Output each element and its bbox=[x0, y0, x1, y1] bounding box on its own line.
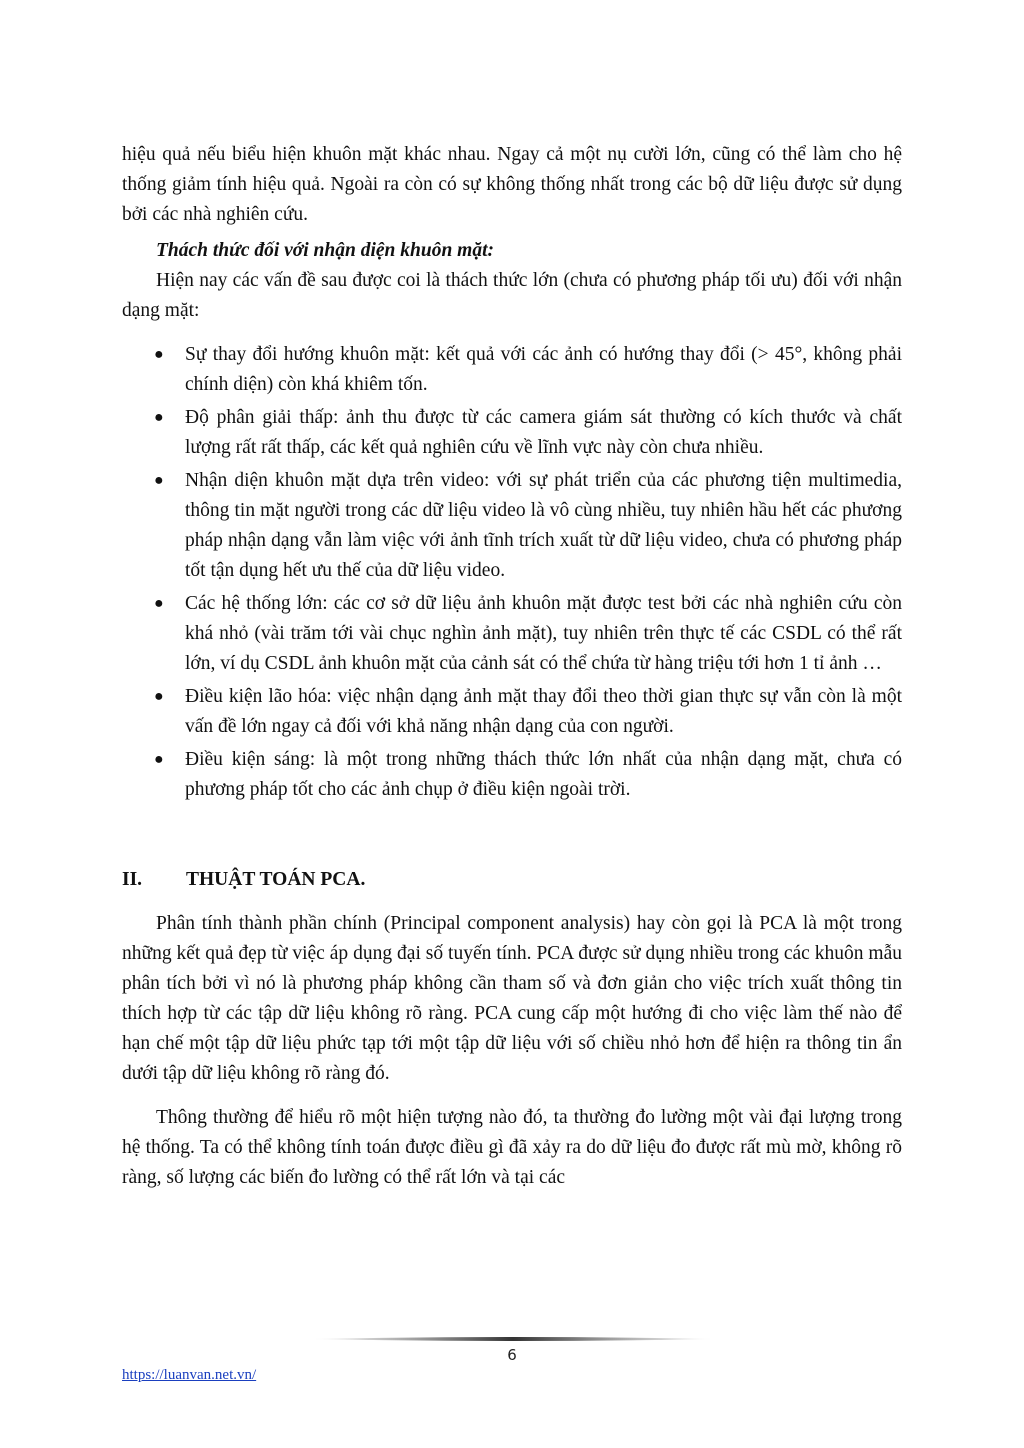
list-item-text: Sự thay đổi hướng khuôn mặt: kết quả với các ảnh có hướng thay đổi (> 45°, không phải chính diện) còn khá khiêm tốn. bbox=[185, 344, 902, 395]
paragraph-intro: hiệu quả nếu biểu hiện khuôn mặt khác nhau. Ngay cả một nụ cười lớn, cũng có thể làm cho hệ thống giảm tính hiệu quả. Ngoài ra còn có sự không thống nhất trong các bộ dữ liệu được sử dụng bởi các nhà nghiên cứu. bbox=[122, 144, 902, 225]
paragraph-pca-definition: Phân tính thành phần chính (Principal component analysis) hay còn gọi là PCA là một trong những kết quả đẹp từ việc áp dụng đại số tuyến tính. PCA được sử dụng nhiều trong các khuôn mẫu phân tích bởi vì nó là phương pháp không cần tham số và đơn giản cho việc trích xuất thông tin thích hợp từ các tập dữ liệu không rõ ràng. PCA cung cấp một hướng đi cho việc làm thế nào để hạn chế một tập dữ liệu phức tạp tới một tập dữ liệu với số chiều nhỏ hơn để hiện ra thông tin ẩn dưới tập dữ liệu không rõ ràng đó. bbox=[122, 913, 902, 1084]
bullet-icon: ● bbox=[154, 595, 164, 612]
section-title: THUẬT TOÁN PCA. bbox=[186, 869, 366, 890]
paragraph-challenges: Hiện nay các vấn đề sau được coi là thách thức lớn (chưa có phương pháp tối ưu) đối với nhận dạng mặt: bbox=[122, 270, 902, 321]
section-number: II. bbox=[122, 869, 143, 890]
list-item-text: Điều kiện sáng: là một trong những thách thức lớn nhất của nhận dạng mặt, chưa có phương pháp tốt cho các ảnh chụp ở điều kiện ngoài trời. bbox=[185, 749, 902, 800]
paragraph-pca-motivation: Thông thường để hiểu rõ một hiện tượng nào đó, ta thường đo lường một vài đại lượng trong hệ thống. Ta có thể không tính toán được điều gì đã xảy ra do dữ liệu đo được rất mù mờ, không rõ ràng, số lượng các biến đo lường có thể rất lớn và tại các bbox=[122, 1107, 902, 1188]
list-item-text: Điều kiện lão hóa: việc nhận dạng ảnh mặt thay đổi theo thời gian thực sự vẫn còn là một vấn đề lớn ngay cả đối với khả năng nhận dạng của con người. bbox=[185, 686, 902, 737]
footer-divider bbox=[312, 1336, 714, 1342]
list-item bbox=[122, 745, 902, 805]
bullet-icon: ● bbox=[154, 751, 164, 768]
list-item-text: Các hệ thống lớn: các cơ sở dữ liệu ảnh khuôn mặt được test bởi các nhà nghiên cứu còn khá nhỏ (vài trăm tới vài chục nghìn ảnh mặt), tuy nhiên trên thực tế các CSDL có thể rất lớn, ví dụ CSDL ảnh khuôn mặt của cảnh sát có thể chứa từ hàng triệu tới hơn 1 tỉ ảnh … bbox=[185, 593, 902, 674]
list-item bbox=[122, 589, 902, 679]
page-number: 6 bbox=[507, 1346, 517, 1364]
document-page bbox=[122, 140, 902, 1193]
list-item bbox=[122, 403, 902, 463]
list-item-text: Độ phân giải thấp: ảnh thu được từ các camera giám sát thường có kích thước và chất lượng rất rất thấp, các kết quả nghiên cứu về lĩnh vực này còn chưa nhiều. bbox=[185, 407, 902, 458]
bullet-icon: ● bbox=[154, 346, 164, 363]
bullet-icon: ● bbox=[154, 409, 164, 426]
list-item bbox=[122, 682, 902, 742]
source-link[interactable]: https://luanvan.net.vn/ bbox=[122, 1367, 257, 1383]
list-item bbox=[122, 466, 902, 586]
bullet-icon: ● bbox=[154, 688, 164, 705]
bullet-icon: ● bbox=[154, 472, 164, 489]
list-item-text: Nhận diện khuôn mặt dựa trên video: với sự phát triển của các phương tiện multimedia, thông tin mặt người trong các dữ liệu video là vô cùng nhiều, tuy nhiên hầu hết các phương pháp nhận dạng vẫn làm việc với ảnh tĩnh trích xuất từ dữ liệu video, chưa có phương pháp tốt tận dụng hết ưu thế của dữ liệu video. bbox=[185, 470, 902, 581]
challenge-list bbox=[122, 340, 902, 805]
subheading-challenges: Thách thức đối với nhận diện khuôn mặt: bbox=[156, 240, 495, 261]
list-item bbox=[122, 340, 902, 400]
section-heading bbox=[122, 865, 902, 895]
